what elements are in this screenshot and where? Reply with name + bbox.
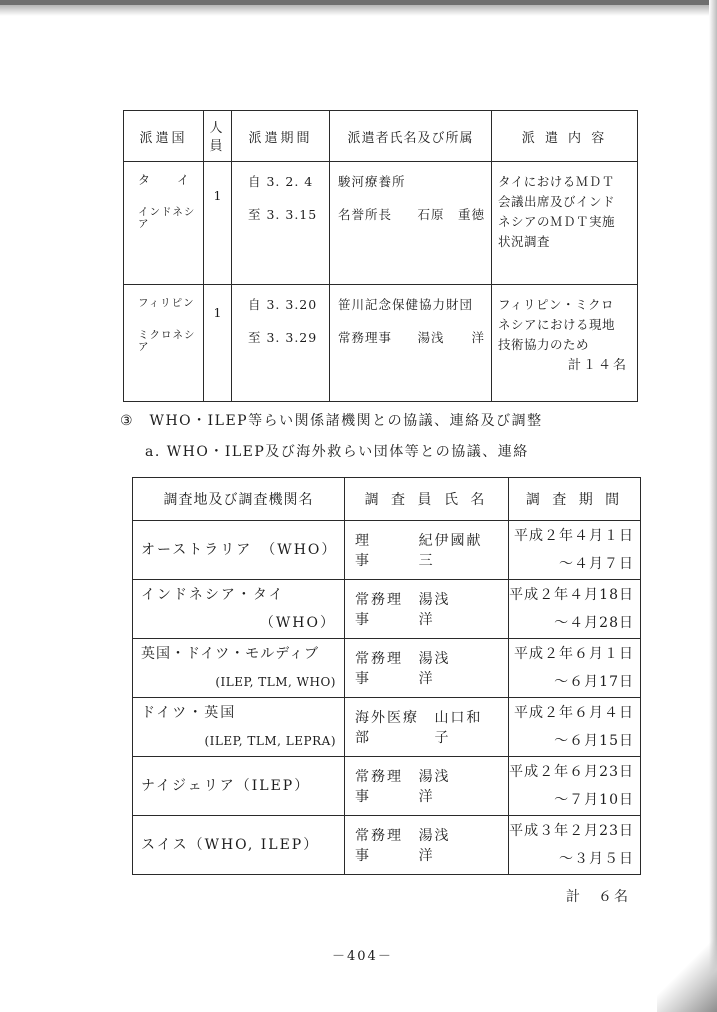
country-name: ミクロネシア <box>138 329 196 353</box>
survey-period-from: 平成２年４月１日 <box>514 528 634 544</box>
survey-period-to: ～３月５日 <box>559 851 634 867</box>
table-row <box>124 285 638 402</box>
content-line: 状況調査 <box>498 234 551 249</box>
content-line: フィリピン・ミクロ <box>498 297 615 312</box>
investigator-cell <box>345 639 509 698</box>
affiliation-cell <box>330 285 492 402</box>
table-row <box>133 639 641 698</box>
survey-period-to: ～４月７日 <box>559 556 634 572</box>
investigator-name: 紀伊國献三 <box>418 533 483 569</box>
affiliation: 笹川記念保健協力財団 <box>338 297 474 312</box>
dispatchee <box>338 205 485 225</box>
survey-period-cell <box>509 816 641 875</box>
survey-period-from: 平成２年６月23日 <box>509 764 634 780</box>
content-line: 技術協力のため <box>498 337 590 352</box>
org-name: スイス（WHO, ILEP） <box>141 837 320 853</box>
header-persons <box>204 111 232 162</box>
investigator-title: 常務理事 <box>355 592 403 628</box>
org-cell <box>133 816 345 875</box>
content-cell <box>492 162 638 285</box>
table-row <box>124 162 638 285</box>
content-line: ネシアのＭＤＴ実施 <box>498 214 616 229</box>
page-number: －404－ <box>332 949 393 964</box>
period-cell <box>232 162 330 285</box>
dispatch-table <box>123 110 638 402</box>
investigator-cell <box>345 816 509 875</box>
header-period: 派遣期間 <box>232 111 330 162</box>
country-name: タ イ <box>138 173 191 187</box>
investigator-title: 理 事 <box>355 533 403 569</box>
investigator-title: 常務理事 <box>355 769 403 805</box>
investigator-name: 湯浅 洋 <box>418 592 483 628</box>
header-persons-top: 人 <box>209 121 226 136</box>
affiliation-cell <box>330 162 492 285</box>
investigator-cell <box>345 580 509 639</box>
dispatchee-name: 石原 重徳 <box>417 207 485 222</box>
table-row <box>133 816 641 875</box>
header-content: 派 遣 内 容 <box>492 111 638 162</box>
org-cell <box>133 757 345 816</box>
period-to: 至 3. 3.29 <box>248 330 318 345</box>
table-row <box>133 580 641 639</box>
persons-count: 1 <box>204 162 232 285</box>
section-heading: ③ WHO・ILEP等らい関係諸機関との協議、連絡及び調整 <box>120 413 543 429</box>
scan-right-shadow <box>709 0 717 1012</box>
survey-period-to: ～７月10日 <box>554 792 634 808</box>
scan-corner-shadow <box>657 900 717 1012</box>
org-cell <box>133 639 345 698</box>
investigator-title: 海外医療部 <box>355 710 419 746</box>
country-name: フィリピン <box>138 297 195 309</box>
table-row <box>133 698 641 757</box>
content-line: タイにおけるＭＤＴ <box>498 174 615 189</box>
dispatchee-title: 名誉所長 <box>338 207 393 222</box>
org-name: ドイツ・英国 <box>141 705 237 721</box>
org-name: ナイジェリア（ILEP） <box>141 778 311 794</box>
survey-period-to: ～４月28日 <box>554 615 634 631</box>
country-name: インドネシア <box>138 206 196 230</box>
org-name: 英国・ドイツ・モルディブ <box>141 646 320 662</box>
org-agencies: (ILEP, TLM, WHO) <box>215 675 336 689</box>
header-org: 調査地及び調査機関名 <box>133 478 345 521</box>
dispatchee-name: 湯浅 洋 <box>417 330 485 345</box>
header-country: 派遣国 <box>124 111 204 162</box>
dispatchee-title: 常務理事 <box>338 330 393 345</box>
dispatchee <box>338 328 485 348</box>
survey-period-from: 平成２年４月18日 <box>509 587 634 603</box>
investigator-name: 湯浅 洋 <box>418 651 483 687</box>
investigator-cell <box>345 757 509 816</box>
survey-period-from: 平成２年６月４日 <box>514 705 634 721</box>
subsection-heading: a. WHO・ILEP及び海外救らい団体等との協議、連絡 <box>145 444 529 460</box>
header-investigator: 調 査 員 氏 名 <box>345 478 509 521</box>
survey-period-cell <box>509 698 641 757</box>
org-cell <box>133 580 345 639</box>
investigator-name: 山口和子 <box>434 710 483 746</box>
org-name: オーストラリア （WHO） <box>141 542 338 558</box>
table-row <box>133 757 641 816</box>
country-cell <box>124 285 204 402</box>
header-name-affiliation: 派遣者氏名及び所属 <box>330 111 492 162</box>
investigator-name: 湯浅 洋 <box>418 828 483 864</box>
persons-count: 1 <box>204 285 232 402</box>
period-from: 自 3. 2. 4 <box>248 174 314 189</box>
survey-period-to: ～６月17日 <box>554 674 634 690</box>
survey-period-cell <box>509 521 641 580</box>
survey-period-from: 平成２年６月１日 <box>514 646 634 662</box>
org-name: インドネシア・タイ <box>141 587 285 603</box>
org-agencies: (ILEP, TLM, LEPRA) <box>204 734 336 748</box>
country-cell <box>124 162 204 285</box>
content-line: ネシアにおける現地 <box>498 317 616 332</box>
header-survey-period: 調 査 期 間 <box>509 478 641 521</box>
org-cell <box>133 521 345 580</box>
dispatch-total: 計１４名 <box>568 358 629 373</box>
investigator-title: 常務理事 <box>355 828 403 864</box>
org-agencies: （WHO） <box>259 615 336 631</box>
affiliation: 駿河療養所 <box>338 174 406 189</box>
scan-top-edge <box>0 0 717 5</box>
survey-period-cell <box>509 639 641 698</box>
period-cell <box>232 285 330 402</box>
period-to: 至 3. 3.15 <box>248 207 318 222</box>
survey-period-to: ～６月15日 <box>554 733 634 749</box>
survey-period-cell <box>509 757 641 816</box>
investigator-cell <box>345 521 509 580</box>
header-persons-bottom: 員 <box>209 139 226 154</box>
content-cell <box>492 285 638 402</box>
investigator-cell <box>345 698 509 757</box>
investigator-title: 常務理事 <box>355 651 403 687</box>
dispatch-table-header <box>124 111 638 162</box>
survey-period-cell <box>509 580 641 639</box>
org-cell <box>133 698 345 757</box>
survey-table-header <box>133 478 641 521</box>
table-row <box>133 521 641 580</box>
survey-total: 計 ６名 <box>566 889 630 905</box>
investigator-name: 湯浅 洋 <box>418 769 483 805</box>
survey-period-from: 平成３年２月23日 <box>509 823 634 839</box>
survey-table <box>132 477 641 875</box>
content-line: 会議出席及びインド <box>498 194 616 209</box>
period-from: 自 3. 3.20 <box>248 297 318 312</box>
